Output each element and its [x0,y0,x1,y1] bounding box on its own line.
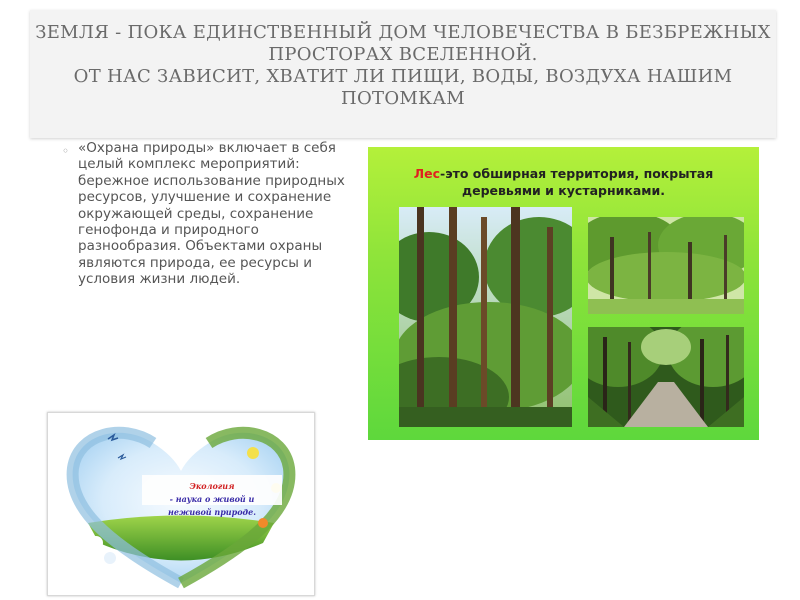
title-line-3: ОТ НАС ЗАВИСИТ, ХВАТИТ ЛИ ПИЩИ, ВОДЫ, ВОЗДУХА НАШИМ [73,66,733,87]
forest-caption [368,165,759,199]
ecology-label-line2: неживой природе. [168,507,256,517]
slide-title [30,22,776,110]
tall-pine-trees-photo [399,207,572,427]
forest-caption-line2: деревьями и кустарниками. [462,183,665,198]
ecology-label [142,475,282,517]
deciduous-forest-photo [588,217,744,314]
ecology-label-rest: - наука о живой и [169,494,255,504]
title-line-1: ЗЕМЛЯ - ПОКА ЕДИНСТВЕННЫЙ ДОМ ЧЕЛОВЕЧЕСТВА В БЕЗБРЕЖНЫХ [35,22,771,43]
forest-caption-highlight: Лес [413,166,441,181]
title-banner [30,10,776,138]
bullet-marker: ◦ [62,144,70,158]
forest-caption-rest: -это обширная территория, покрытая [440,166,714,181]
forest-image [368,147,759,440]
ecology-heart-image [47,412,315,596]
title-line-4: ПОТОМКАМ [340,88,466,109]
ecology-label-highlight: Экология [189,481,235,491]
forest-path-photo [588,327,744,427]
ecology-label-line1 [142,475,282,504]
body-paragraph: «Охрана природы» включает в себя целый комплекс мероприятий: бережное использование природных ресурсов, улучшение и сохранение окружающей среды, сохранение генофонда и природного разнообразия. Объектами охраны являются природа, ее ресурсы и условия жизни людей. [78,140,345,288]
title-line-2: ПРОСТОРАХ ВСЕЛЕННОЙ. [268,44,538,65]
